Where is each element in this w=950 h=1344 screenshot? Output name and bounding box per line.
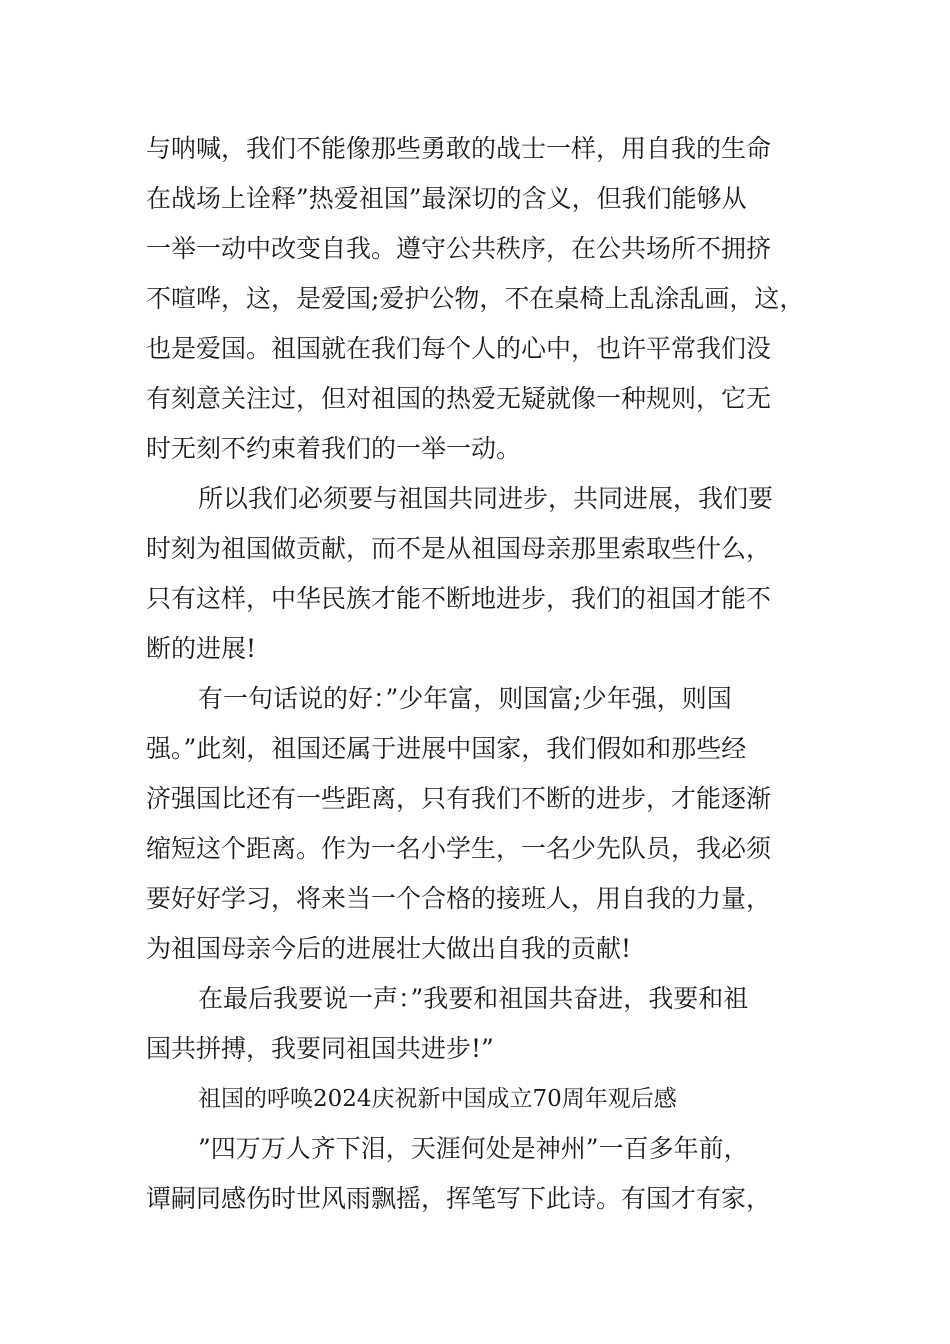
text-line: 也是爱国。祖国就在我们每个人的心中，也许平常我们没 xyxy=(146,334,772,363)
paragraph-first-line: 有一句话说的好：”少年富，则国富;少年强，则国 xyxy=(198,684,732,713)
text-line: 要好好学习，将来当一个合格的接班人，用自我的力量， xyxy=(146,884,772,913)
text-line: 国共拼搏，我要同祖国共进步!” xyxy=(146,1034,494,1063)
text-line: 一举一动中改变自我。遵守公共秩序，在公共场所不拥挤 xyxy=(146,234,772,263)
text-line: 不喧哗，这，是爱国;爱护公物，不在桌椅上乱涂乱画，这， xyxy=(146,284,805,313)
text-line: 时刻为祖国做贡献，而不是从祖国母亲那里索取些什么， xyxy=(146,534,772,563)
text-line: 缩短这个距离。作为一名小学生，一名少先队员，我必须 xyxy=(146,834,772,863)
text-line: 为祖国母亲今后的进展壮大做出自我的贡献! xyxy=(146,934,632,963)
text-line: 济强国比还有一些距离，只有我们不断的进步，才能逐渐 xyxy=(146,784,772,813)
text-line: 在战场上诠释”热爱祖国”最深切的含义，但我们能够从 xyxy=(146,184,747,213)
text-line: 有刻意关注过，但对祖国的热爱无疑就像一种规则，它无 xyxy=(146,384,772,413)
paragraph-first-line: 在最后我要说一声：”我要和祖国共奋进，我要和祖 xyxy=(198,984,749,1013)
paragraph-first-line: ”四万万人齐下泪，天涯何处是神州”一百多年前， xyxy=(198,1134,749,1163)
text-line: 强。”此刻，祖国还属于进展中国家，我们假如和那些经 xyxy=(146,734,747,763)
section-title: 祖国的呼唤2024庆祝新中国成立70周年观后感 xyxy=(198,1086,677,1112)
text-line: 断的进展! xyxy=(146,634,257,663)
paragraph-first-line: 所以我们必须要与祖国共同进步，共同进展，我们要 xyxy=(198,484,774,513)
text-line: 时无刻不约束着我们的一举一动。 xyxy=(146,434,522,463)
text-line: 谭嗣同感伤时世风雨飘摇，挥笔写下此诗。有国才有家， xyxy=(146,1184,772,1213)
text-line: 与呐喊，我们不能像那些勇敢的战士一样，用自我的生命 xyxy=(146,134,772,163)
text-line: 只有这样，中华民族才能不断地进步，我们的祖国才能不 xyxy=(146,584,772,613)
document-body xyxy=(146,124,806,1224)
